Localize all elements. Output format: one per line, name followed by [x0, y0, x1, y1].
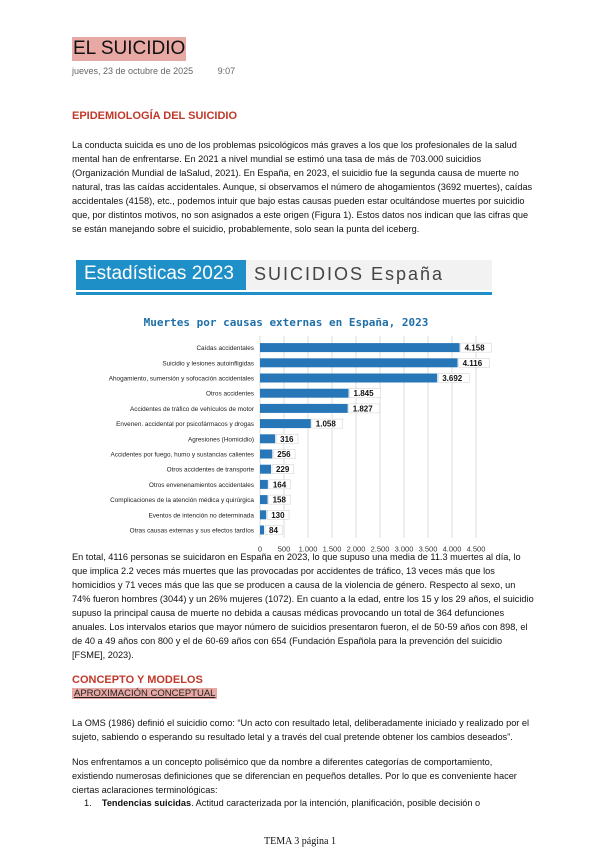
x-tick-label: 500	[277, 544, 291, 554]
bar	[260, 404, 348, 413]
section-heading-concepto: CONCEPTO Y MODELOS	[72, 674, 203, 686]
x-tick-label: 1.000	[298, 544, 318, 554]
category-label: Envenen. accidental por psicofármacos y drogas	[116, 421, 254, 429]
x-tick-label: 0	[257, 544, 263, 554]
bar	[260, 358, 458, 367]
paragraph-terminology: Nos enfrentamos a un concepto polisémico que da nombre a diferentes categorías de comportamiento, existiendo numerosas definiciones que se diferencian en pequeños detalles. Por lo que es conveniente hacer ciertas aclaraciones terminológicas:	[72, 757, 517, 795]
value-label: 130	[271, 510, 285, 520]
category-label: Eventos de intención no determinada	[148, 512, 254, 520]
x-tick-label: 2.500	[370, 544, 390, 554]
value-label: 164	[272, 480, 287, 490]
value-label: 84	[269, 526, 278, 535]
value-label: 316	[280, 434, 294, 444]
list-item	[84, 798, 534, 808]
value-label: 229	[275, 465, 290, 475]
bar	[260, 526, 264, 535]
category-label: Suicidio y lesiones autoinfligidas	[162, 360, 254, 368]
value-label: 4.158	[464, 343, 485, 353]
x-tick-label: 3.000	[394, 544, 414, 554]
figure-banner-subtitle: SUICIDIOS España	[254, 264, 445, 284]
x-tick-label: 1.500	[322, 544, 342, 554]
page-meta	[72, 66, 235, 76]
bar	[260, 465, 271, 474]
value-label: 1.827	[352, 404, 373, 414]
bar	[260, 374, 437, 383]
x-tick-label: 4.000	[442, 544, 462, 554]
category-label: Complicaciones de la atención médica y quirúrgica	[110, 497, 254, 505]
x-tick-label: 4.500	[466, 544, 486, 554]
value-label: 3.692	[442, 374, 463, 383]
chart-title: Muertes por causas externas en España, 2023	[143, 316, 429, 329]
value-label: 256	[277, 450, 291, 459]
x-tick-label: 3.500	[418, 544, 438, 554]
bar	[260, 510, 266, 519]
category-label: Accidentes de tráfico de vehículos de motor	[130, 405, 254, 413]
category-label: Agresiones (Homicidio)	[187, 436, 254, 444]
figure-statistics	[76, 260, 492, 554]
paragraph-definition: La OMS (1986) definió el suicidio como: “Un acto con resultado letal, deliberadamente iniciado y realizado por el sujeto, sabiendo o esperando su resultado letal y a través del cual pretende obtener los cambios deseados”.	[72, 718, 530, 742]
list-item-text: . Actitud caracterizada por la intención, planificación, posible decisión o	[191, 798, 481, 808]
bar	[260, 419, 311, 428]
paragraph-intro: La conducta suicida es uno de los problemas psicológicos más graves a los que los profesionales de la salud mental han de enfrentarse. En 2021 a nivel mundial se estimó una tasa de más de 703.000 suicidios (Organización Mundial de laSalud, 2021). En España, en 2023, el suicidio fue la segunda causa de muerte no natural, tras las caídas accidentales. Aunque, si observamos el número de ahogamientos (3692 muertes), caídas accidentales (4158), etc., podemos intuir que bajo estas causas pueden estar ocultándose muertes por suicidio que, por distintos motivos, no son asignados a este origen (Figura 1). Estos datos nos indican que las cifras que se están manejando sobre el suicidio, probablemente, solo sean la punta del iceberg.	[72, 140, 533, 234]
page-title: EL SUICIDIO	[73, 38, 186, 59]
category-label: Otros accidentes	[206, 390, 254, 398]
list-item-term: Tendencias suicidas	[101, 798, 192, 808]
subsection-heading: APROXIMACIÓN CONCEPTUAL	[74, 688, 216, 699]
paragraph-statistics: En total, 4116 personas se suicidaron en España en 2023, lo que supuso una media de 11.3 muertes al día, lo que implica 2.2 veces más muertes que las provocadas por accidentes de tráfico, 13 veces más que los homicidios y 71 veces más que las que se producen a causa de la violencia de género. Respecto al sexo, un 74% fueron hombres (3044) y un 26% mujeres (1072). En cuanto a la edad, entre los 15 y los 29 años, el suicidio supuso la principal causa de muerte no debida a causas médicas provocando un total de 364 defunciones anuales. Los intervalos etarios que mayor número de suicidios presentaron fueron, el de 50-59 años con 898, el de 40 a 49 años con 800 y el de 60-69 años con 654 (Fundación Española para la prevención del suicidio [FSME], 2023).	[72, 552, 534, 660]
figure-banner-title: Estadísticas 2023	[84, 263, 234, 284]
value-label: 158	[272, 495, 286, 505]
value-label: 1.845	[353, 389, 374, 399]
category-label: Caídas accidentales	[196, 345, 254, 353]
bar	[260, 343, 460, 352]
category-label: Otros envenenamientos accidentales	[148, 481, 254, 489]
value-label: 4.116	[462, 358, 483, 368]
list-item-number: 1.	[84, 798, 92, 808]
page-date: jueves, 23 de octubre de 2025	[72, 66, 194, 76]
x-tick-label: 2.000	[346, 544, 366, 554]
page-footer: TEMA 3 página 1	[264, 836, 336, 847]
category-label: Ahogamiento, sumersión y sofocación accidentales	[108, 375, 254, 383]
bar-chart	[76, 260, 492, 554]
value-label: 1.058	[315, 419, 336, 429]
bar	[260, 389, 349, 398]
bar	[260, 450, 272, 459]
page-time: 9:07	[217, 66, 236, 76]
category-label: Otros accidentes de transporte	[166, 466, 254, 474]
bar	[260, 495, 268, 504]
category-label: Otras causas externas y sus efectos tardíos	[129, 527, 254, 535]
bar	[260, 480, 268, 489]
bar	[260, 434, 275, 443]
category-label: Accidentes por fuego, humo y sustancias calientes	[110, 451, 254, 459]
section-heading-epidemiologia: EPIDEMIOLOGÍA DEL SUICIDIO	[72, 110, 238, 122]
